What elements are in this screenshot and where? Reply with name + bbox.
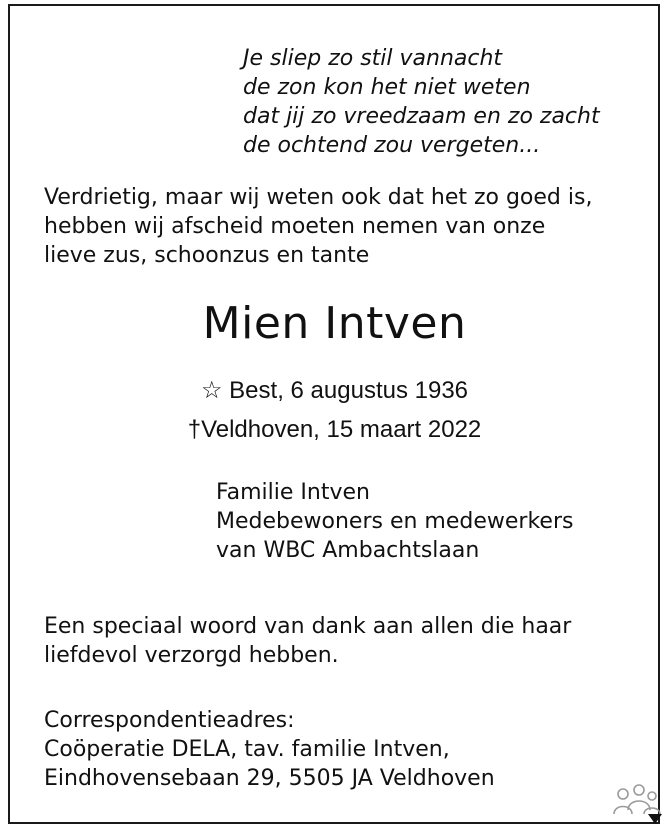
intro-line: hebben wij afscheid moeten nemen van onze [44,214,546,239]
death-line [0,416,669,444]
poem-line: de zon kon het niet weten [243,75,531,100]
birth-text: Best, 6 augustus 1936 [229,377,469,404]
poem [243,44,600,160]
intro-paragraph [44,183,592,270]
poem-line: de ochtend zou vergeten... [243,133,541,158]
thanks-line: liefdevol verzorgd hebben. [44,643,339,668]
correspondence-line: Coöperatie DELA, tav. familie Intven, [44,737,450,762]
intro-line: lieve zus, schoonzus en tante [44,243,370,268]
correspondence-line: Correspondentieadres: [44,708,295,733]
family-line: van WBC Ambachtslaan [216,538,480,563]
triangle-marker-icon [648,814,662,824]
correspondence-block [44,706,495,793]
birth-line [0,376,669,405]
thanks-paragraph [44,612,571,670]
star-icon: ☆ [200,377,223,404]
cross-icon: † [187,416,202,443]
poem-line: dat jij zo vreedzaam en zo zacht [243,104,600,129]
deceased-name: Mien Intven [202,298,467,349]
dela-family-logo-icon [606,780,662,828]
poem-line: Je sliep zo stil vannacht [243,46,503,71]
family-line: Medebewoners en medewerkers [216,509,574,534]
families-block [216,478,573,565]
correspondence-line: Eindhovensebaan 29, 5505 JA Veldhoven [44,766,495,791]
intro-line: Verdrietig, maar wij weten ook dat het zo goed is, [44,185,593,210]
thanks-line: Een speciaal woord van dank aan allen die haar [44,614,572,639]
family-line: Familie Intven [216,480,370,505]
death-text: Veldhoven, 15 maart 2022 [201,416,482,443]
